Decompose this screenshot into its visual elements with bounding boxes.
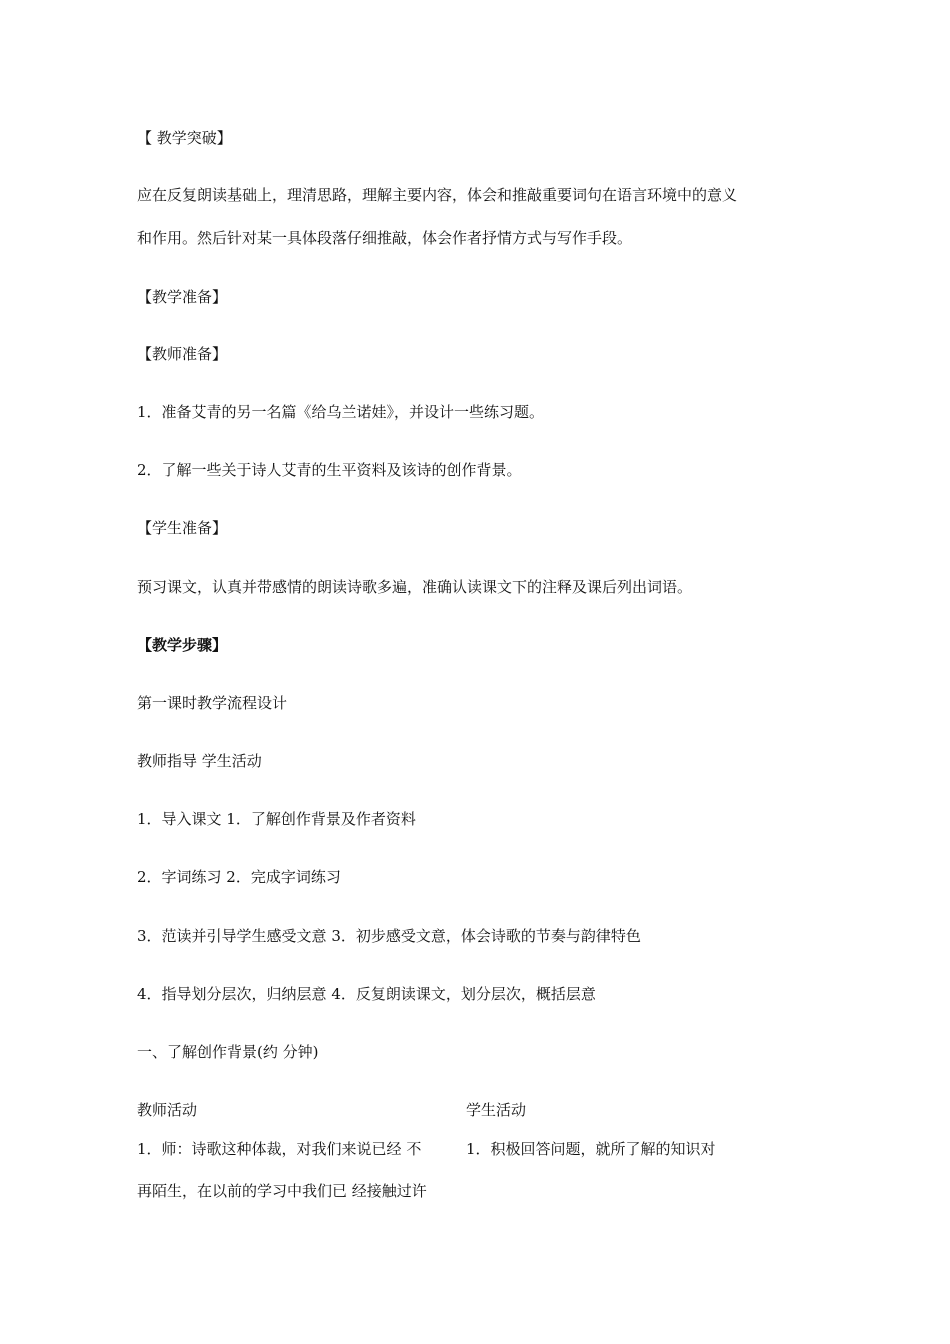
teacher-preparation-item-1: 1．准备艾青的另一名篇《给乌兰诺娃》，并设计一些练习题。 xyxy=(137,403,545,421)
student-preparation-heading: 【学生准备】 xyxy=(137,519,228,537)
student-activity-label: 学生活动 xyxy=(466,1101,527,1119)
steps-row: 4．指导划分层次，归纳层意 4．反复朗读课文，划分层次，概括层意 xyxy=(137,985,596,1003)
teacher-activity-text-line-2: 再陌生，在以前的学习中我们已 经接触过许 xyxy=(137,1182,427,1200)
breakthrough-text-line-1: 应在反复朗读基础上，理清思路，理解主要内容，体会和推敲重要词句在语言环境中的意义 xyxy=(137,186,738,204)
teacher-activity-text-line-1: 1．师：诗歌这种体裁，对我们来说已经 不 xyxy=(137,1140,422,1158)
breakthrough-text-line-2: 和作用。然后针对某一具体段落仔细推敲，体会作者抒情方式与写作手段。 xyxy=(137,229,633,247)
preparation-heading: 【教学准备】 xyxy=(137,288,228,306)
teacher-activity-label: 教师活动 xyxy=(137,1101,198,1119)
lesson-title: 第一课时教学流程设计 xyxy=(137,694,288,712)
student-activity-text-line-1: 1．积极回答问题，就所了解的知识对 xyxy=(466,1140,716,1158)
background-heading: 一、了解创作背景(约 分钟) xyxy=(137,1043,319,1061)
teacher-preparation-item-2: 2．了解一些关于诗人艾青的生平资料及该诗的创作背景。 xyxy=(137,461,522,479)
steps-row: 3．范读并引导学生感受文意 3．初步感受文意，体会诗歌的节奏与韵律特色 xyxy=(137,927,641,945)
steps-column-headers: 教师指导 学生活动 xyxy=(137,752,262,770)
steps-row: 2．字词练习 2．完成字词练习 xyxy=(137,868,341,886)
student-preparation-text: 预习课文，认真并带感情的朗读诗歌多遍，准确认读课文下的注释及课后列出词语。 xyxy=(137,578,693,596)
teacher-preparation-heading: 【教师准备】 xyxy=(137,345,228,363)
breakthrough-heading: 【 教学突破】 xyxy=(137,129,232,147)
steps-row: 1．导入课文 1．了解创作背景及作者资料 xyxy=(137,810,416,828)
steps-heading: 【教学步骤】 xyxy=(137,636,228,654)
